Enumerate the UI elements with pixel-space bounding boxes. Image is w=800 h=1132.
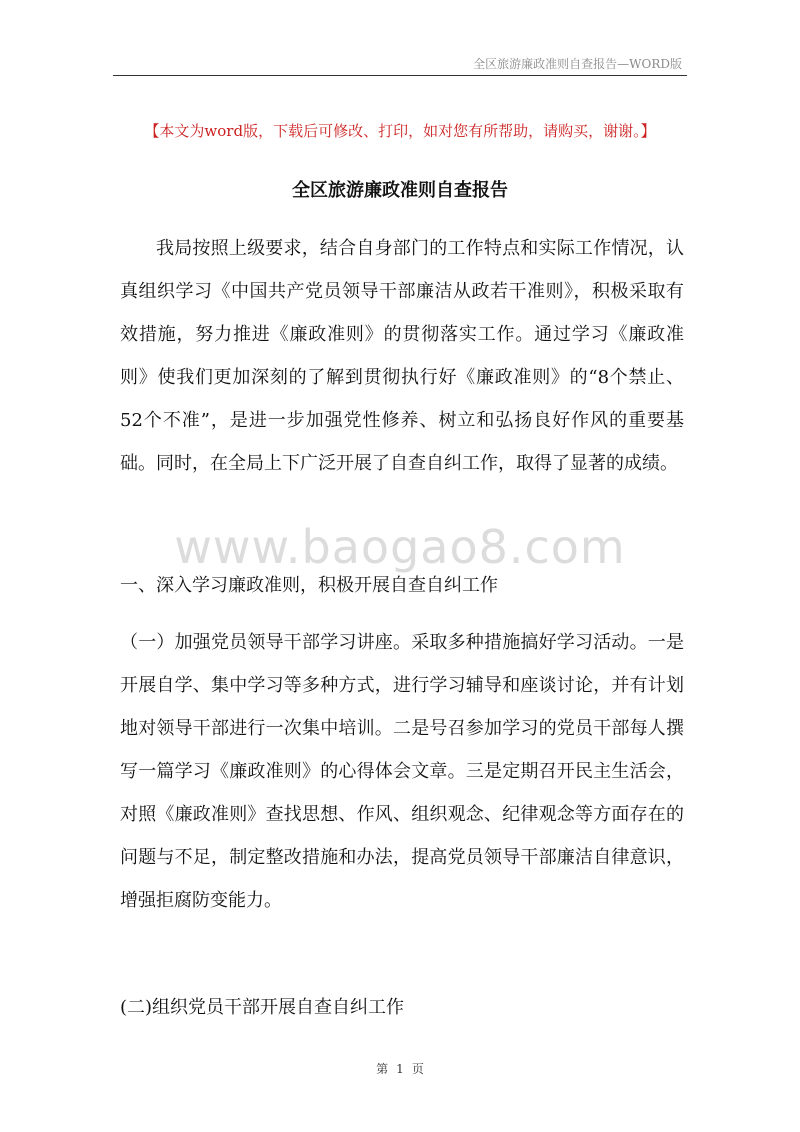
watermark: www.baogao8.com (174, 520, 626, 574)
intro-paragraph: 我局按照上级要求，结合自身部门的工作特点和实际工作情况，认真组织学习《中国共产党员领导干部廉洁从政若干准则》，积极采取有效措施，努力推进《廉政准则》的贯彻落实工作。通过学习《廉政准则》使我们更加深刻的了解到贯彻执行好《廉政准则》的“8个禁止、52个不准”，是进一步加强党性修养、树立和弘扬良好作风的重要基础。同时，在全局上下广泛开展了自查自纠工作，取得了显著的成绩。 (120, 238, 684, 474)
page-footer (0, 1060, 800, 1077)
section-heading-1: 一、深入学习廉政准则，积极开展自查自纠工作 (120, 575, 498, 596)
page-number: 1 (396, 1062, 404, 1076)
footer-suffix: 页 (411, 1062, 424, 1076)
header-divider (113, 75, 687, 76)
purchase-notice: 【本文为word版，下载后可修改、打印，如对您有所帮助，请购买，谢谢。】 (144, 122, 656, 140)
running-header-title: 全区旅游廉政准则自查报告—WORD版 (473, 57, 682, 71)
section-heading-2: (二)组织党员干部开展自查自纠工作 (120, 997, 405, 1018)
document-title: 全区旅游廉政准则自查报告 (292, 180, 508, 201)
footer-prefix: 第 (376, 1062, 389, 1076)
section-paragraph-1: （一）加强党员领导干部学习讲座。采取多种措施搞好学习活动。一是开展自学、集中学习等多种方式，进行学习辅导和座谈讨论，并有计划地对领导干部进行一次集中培训。二是号召参加学习的党员干部每人撰写一篇学习《廉政准则》的心得体会文章。三是定期召开民主生活会，对照《廉政准则》查找思想、作风、组织观念、纪律观念等方面存在的问题与不足，制定整改措施和办法，提高党员领导干部廉洁自律意识，增强拒腐防变能力。 (120, 632, 684, 911)
